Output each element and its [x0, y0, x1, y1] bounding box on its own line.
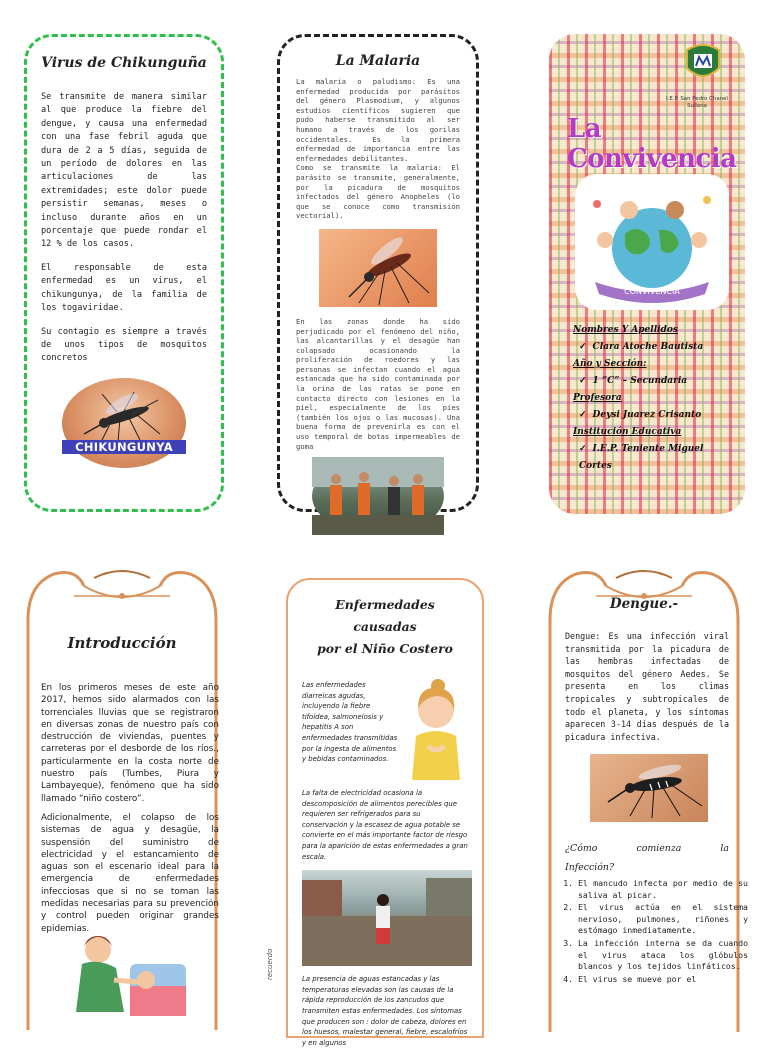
nino-paragraph-1: Las enfermedades diarreicas agudas, incluyendo la fiebre tifoidea, salmonelosis y hepatitis A son enfermedades transmitidas por la ingesta de alimentos y bebidas contaminados.	[302, 681, 398, 764]
dengue-mosquito-image	[590, 754, 708, 822]
flooded-street-illustration	[302, 870, 472, 966]
dengue-question-line-1: ¿Cómo comienza la	[565, 843, 729, 854]
check-icon: ✓	[579, 410, 587, 420]
malaria-paragraph-3: En las zonas donde ha sido perjudicado por el fenómeno del niño, las alcantarillas y el desagüe han colapsado ocasionando la proliferación de roedores y las personas se infectan cuando el agua estancada que ha sido contaminada por la orina de las ratas se pone en contacto directo con lesiones en la piel, especialmente de los pies (también los ojos o las mucosas). Una buena forma de prevenirla es con el uso temporal de botas impermeables de goma	[296, 316, 460, 451]
chikungunya-image-label: CHIKUNGUNYA	[62, 440, 186, 454]
nino-title-line-2: por el Niño Costero	[317, 641, 453, 656]
teacher-name: Deysi Juarez Crisanto	[592, 410, 702, 420]
introduction-paragraph-2: Adicionalmente, el colapso de los sistemas de agua y desagüe, la suspensión del suministro de electricidad y el estancamiento de aguas son el escenario ideal para la emergencia de enfermedades infecciosas que si no se toman las medidas necesarias para su prevención y control pueden originar grandes epidemias.	[41, 813, 219, 934]
field-value-school	[573, 441, 733, 475]
introduction-panel	[14, 560, 230, 1030]
globe-children-illustration	[575, 174, 729, 310]
malaria-paragraph-2: Como se transmite la malaria: El parásito se transmite, generalmente, por la picadura de mosquitos infectados del género Anopheles (lo que se conoce como transmisión vectorial).	[296, 163, 460, 221]
check-icon: ✓	[579, 376, 587, 386]
mosquito-icon	[319, 229, 437, 307]
student-name: Clara Atoche Bautista	[592, 342, 704, 352]
sick-girl-illustration	[406, 680, 468, 788]
field-value-grade	[573, 373, 733, 390]
nino-costero-panel	[286, 578, 484, 1047]
flood-photo	[302, 870, 472, 966]
malaria-panel	[277, 34, 479, 512]
side-credit: recuerdo	[266, 948, 274, 980]
convivencia-illustration	[575, 174, 729, 310]
field-label-name: Nombres Y Apellidos	[573, 325, 678, 335]
field-label-teacher: Profesora	[573, 393, 622, 403]
field-value-name	[573, 339, 733, 356]
dengue-steps-list	[560, 878, 748, 986]
malaria-paragraph-1: La malaria o paludismo: Es una enfermedad producida por parásitos del género Plasmodium, y algunos estudios científicos sugieren que pudo haberse transmitido al ser humano a través de los gorilas occidentales. Es la primera enfermedad de importancia entre las enfermedades debilitantes.	[296, 77, 460, 163]
nino-title-line-1: Enfermedades causadas	[335, 597, 435, 634]
chikungunya-title: Virus de Chikunguña	[41, 55, 207, 71]
nino-paragraph-3: La presencia de aguas estancadas y las temperaturas elevadas son las causas de la rápida reproducción de los zancudos que transmiten estas enfermedades. Los síntomas que producen son : dolor de cabeza, dolores en los huesos, malestar general, fiebre, escalofríos y en algunos	[302, 975, 468, 1047]
malaria-mosquito-image	[319, 229, 437, 307]
chikungunya-mosquito-image	[62, 378, 186, 468]
dengue-title: Dengue.-	[609, 596, 679, 612]
field-value-teacher	[573, 407, 733, 424]
cover-title: La Convivencia	[567, 114, 737, 174]
student-info	[573, 322, 733, 475]
school-place: Sullana	[687, 103, 707, 109]
flooded-street-image	[312, 457, 444, 535]
introduction-title: Introducción	[67, 634, 177, 652]
list-item: 1. El mancudo infecta por medio de su saliva al picar.	[578, 878, 748, 901]
check-icon: ✓	[579, 444, 587, 454]
check-icon: ✓	[579, 342, 587, 352]
field-label-grade: Año y Sección:	[573, 359, 647, 369]
list-item: 2. El virus actúa en el sistema nervioso, pulmones, riñones y estómago inmediatamente.	[578, 902, 748, 937]
nino-costero-title	[302, 594, 468, 660]
dengue-panel	[536, 562, 752, 1032]
list-item: 3. La infección interna se da cuando el virus ataca los glóbulos blancos y los tejidos linfáticos.	[578, 938, 748, 973]
chikungunya-paragraph-1: Se transmite de manera similar al que produce la fiebre del dengue, y causa una enfermedad con una fase febril aguda que dura de 2 a 5 días, seguida de un período de dolores en las articulaciones de las extremidades; este dolor puede persistir semanas, meses o incluso durante años en un porcentaje que puede rondar el 12 % de los casos.	[41, 92, 207, 250]
banner-text: CONVIVENCIA	[624, 287, 680, 296]
introduction-paragraph-1: En los primeros meses de este año 2017, hemos sido alarmados con las torrenciales lluvias que se registraron en diversas zonas de nuestro país con destrucción de viviendas, puentes y carreteras por el desborde de los ríos., particularmente en la costa norte de nuestro país (Tumbes, Piura y Lambayeque), fenómeno que ha sido llamado “niño costero”.	[41, 683, 219, 804]
dengue-paragraph-1: Dengue: Es una infección viral transmitida por la picadura de las hembras infectadas de mosquitos del género Aedes. Se presenta en los climas tropicales y subtropicales de todo el planeta, y los síntomas aparecen 3-14 días después de la picadura infectiva.	[565, 631, 729, 742]
mosquito-icon	[590, 754, 708, 822]
dengue-question-line-2: Infección?	[565, 862, 614, 873]
school-crest-icon	[681, 40, 725, 84]
chikungunya-paragraph-2: El responsable de esta enfermedad es un virus, el chikungunya, de la familia de los togaviridae.	[41, 262, 207, 314]
nino-intro-row	[302, 680, 468, 788]
school-name-block	[657, 96, 737, 110]
chikungunya-panel	[24, 34, 224, 512]
cover-panel	[549, 34, 745, 514]
school-name: I.E.P. San Pedro Chanel	[666, 96, 728, 102]
list-item: 4. El virus se mueve por el	[578, 974, 748, 986]
student-grade: 1 “C” – Secundaria	[592, 376, 688, 386]
sick-child-illustration	[68, 928, 188, 1028]
rescue-workers-illustration	[312, 457, 444, 535]
field-label-school: Institución Educativa	[573, 427, 682, 437]
school-value: I.E.P. Teniente Miguel Cortes	[579, 444, 704, 471]
malaria-title: La Malaria	[335, 53, 421, 69]
nino-paragraph-2: La falta de electricidad ocasiona la descomposición de alimentos perecibles que requieren ser refrigerados para su conservación y la escasez de agua potable se convierte en el más importante factor de riesgo para la aparición de estas enfermedades a gran escala.	[302, 789, 468, 861]
chikungunya-paragraph-3: Su contagio es siempre a través de unos tipos de mosquitos concretos	[41, 326, 207, 364]
mosquito-icon	[62, 378, 186, 468]
